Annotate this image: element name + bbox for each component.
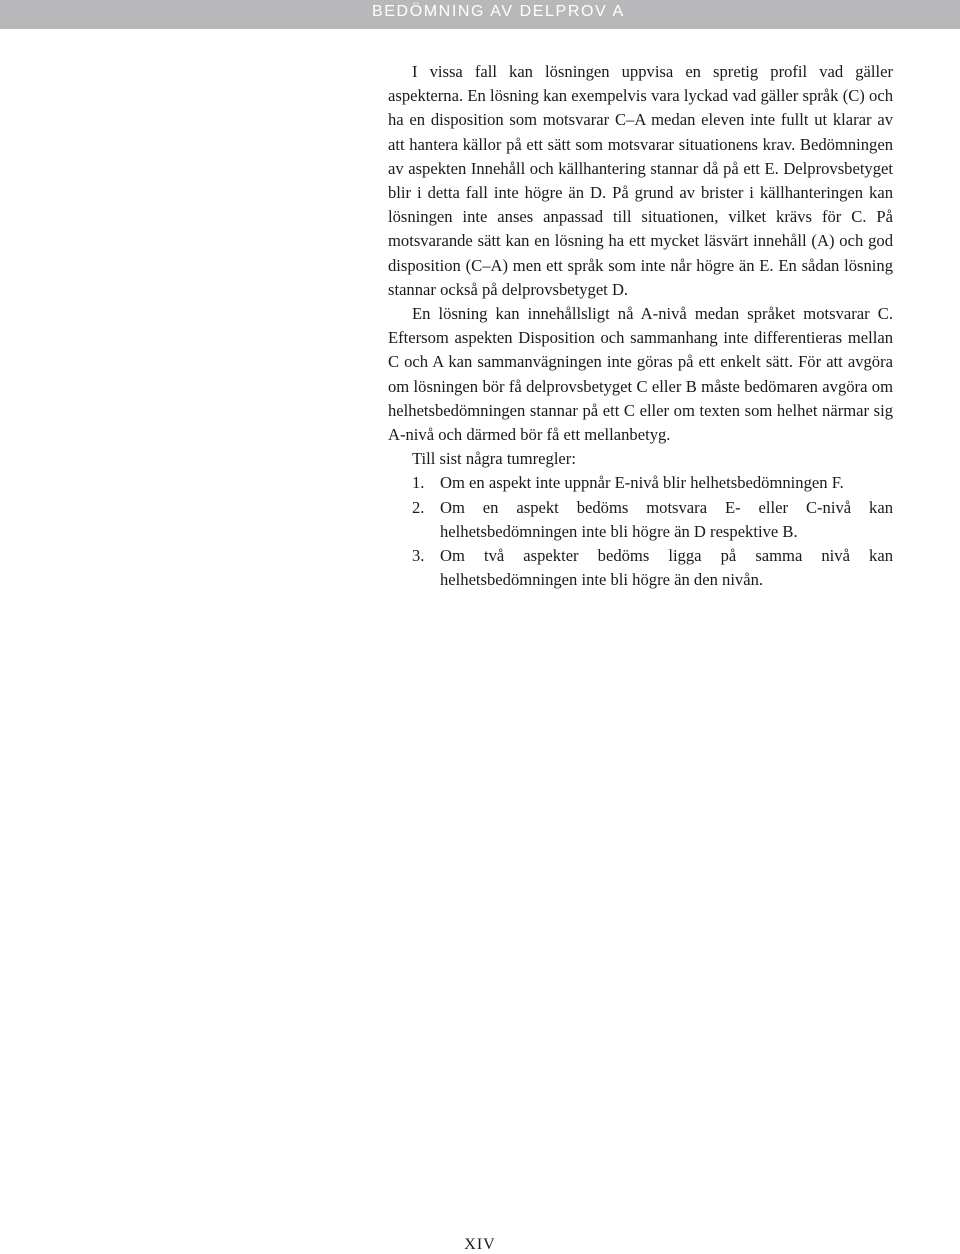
rule-text: Om en aspekt inte uppnår E-nivå blir helhetsbedömningen F. xyxy=(440,473,844,493)
rule-number: 3. xyxy=(412,546,425,566)
rule-number: 1. xyxy=(412,473,425,493)
rule-item-2 xyxy=(388,496,893,544)
header-bar xyxy=(0,0,960,29)
rule-item-3 xyxy=(388,544,893,592)
rule-number: 2. xyxy=(412,497,425,517)
paragraph-profile: I vissa fall kan lösningen uppvisa en spretig profil vad gäller aspekterna. En lösning kan exempelvis vara lyckad vad gäller språk (C) och ha en disposition som motsvarar C–A medan eleven inte fullt ut klarar av att hantera källor på ett sätt som motsvarar situationens krav. Bedömningen av aspekten Innehåll och källhantering stannar då på ett E. Delprovsbetyget blir i detta fall inte högre än D. På grund av brister i källhanteringen kan lösningen inte anses anpassad till situationen, vilket krävs för C. På motsvarande sätt kan en lösning ha ett mycket läsvärt innehåll (A) och god disposition (C–A) men ett språk som inte når högre än E. En sådan lösning stannar också på delprovsbetyget D. xyxy=(388,62,893,299)
rules-list xyxy=(388,471,893,592)
page-number: XIV xyxy=(464,1236,496,1253)
paragraph-rules-intro: Till sist några tumregler: xyxy=(412,449,576,469)
section-title: BEDÖMNING AV DELPROV A xyxy=(372,3,625,20)
paragraph-weighting: En lösning kan innehållsligt nå A-nivå medan språket motsvarar C. Eftersom aspekten Disposition och sammanhang inte differentieras mellan C och A kan sammanvägningen inte göras på ett enkelt sätt. För att avgöra om lösningen bör få delprovsbetyget C eller B måste bedömaren avgöra om helhetsbedömningen stannar på ett C eller om texten som helhet närmar sig A-nivå och därmed bör få ett mellanbetyg. xyxy=(388,304,893,445)
rule-text: Om två aspekter bedöms ligga på samma nivå kan helhetsbedömningen inte bli högre än den nivån. xyxy=(440,546,893,590)
rule-item-1 xyxy=(388,471,893,495)
body-text xyxy=(388,60,893,592)
rule-text: Om en aspekt bedöms motsvara E- eller C-nivå kan helhetsbedömningen inte bli högre än D respektive B. xyxy=(440,497,893,541)
